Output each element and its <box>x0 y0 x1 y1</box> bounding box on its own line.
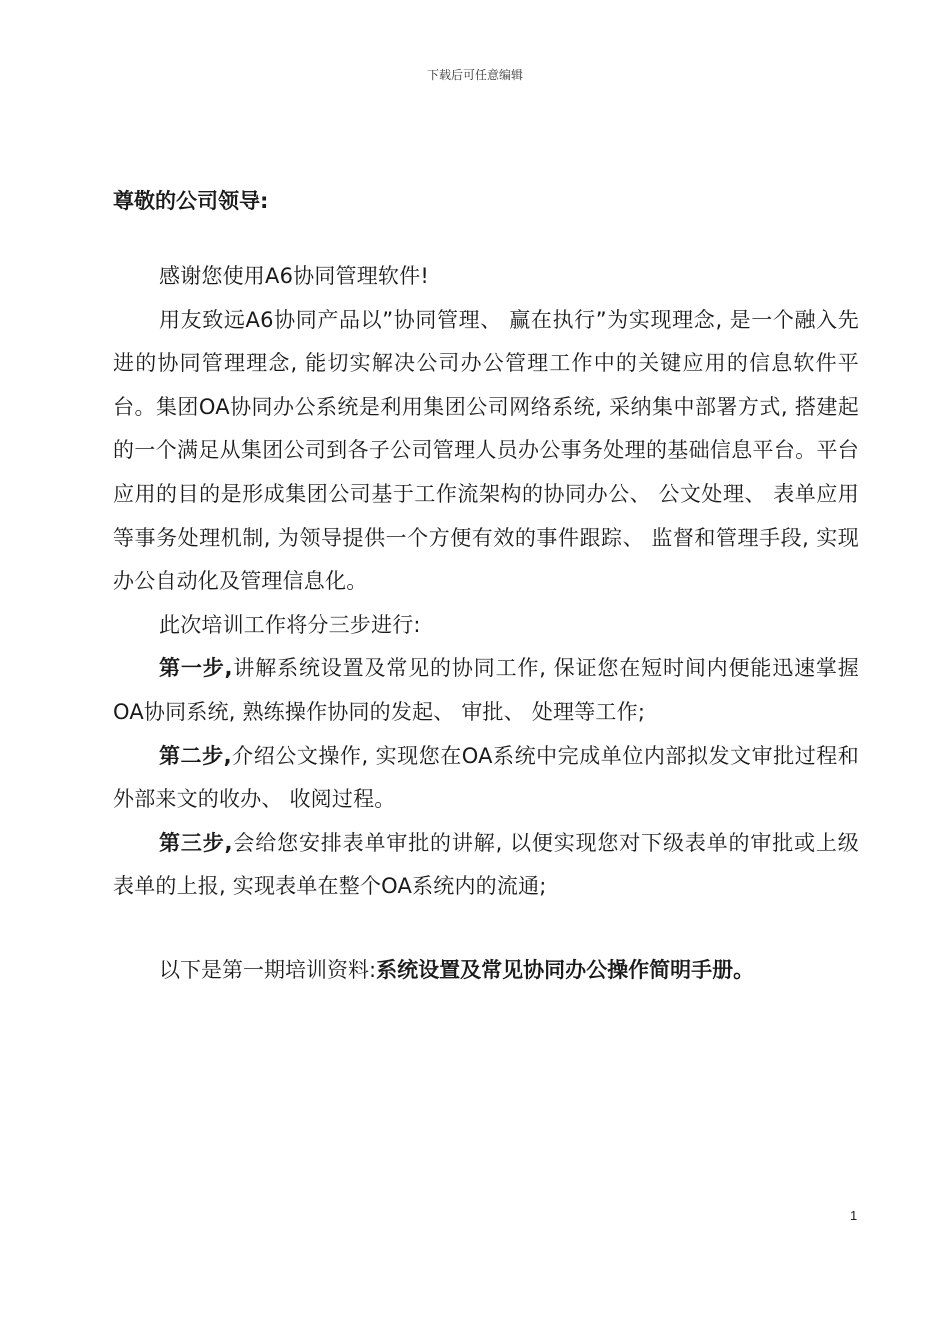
step-1-label: 第一步, <box>159 656 233 681</box>
step-2-label: 第二步, <box>159 743 232 768</box>
materials-line <box>159 955 754 985</box>
step-3-label: 第三步, <box>159 830 233 855</box>
page-number: 1 <box>850 1208 858 1223</box>
step-1-text: 讲解系统设置及常见的协同工作, 保证您在短时间内便能迅速掌握OA协同系统, 熟练操作协同的发起、 审批、 处理等工作; <box>113 656 859 724</box>
materials-prefix: 以下是第一期培训资料: <box>159 958 377 982</box>
letter-body <box>113 255 859 909</box>
step-3-paragraph <box>113 822 859 909</box>
step-2-text: 介绍公文操作, 实现您在OA系统中完成单位内部拟发文审批过程和外部来文的收办、 收阅过程。 <box>113 743 859 812</box>
thanks-paragraph: 感谢您使用A6协同管理软件! <box>159 264 429 288</box>
step-2-paragraph <box>113 735 859 822</box>
plan-intro-paragraph: 此次培训工作将分三步进行: <box>159 612 421 637</box>
materials-title: 系统设置及常见协同办公操作简明手册。 <box>376 958 755 982</box>
page-header: 下载后可任意编辑 <box>426 68 523 82</box>
intro-paragraph: 用友致远A6协同产品以”协同管理、 赢在执行”为实现理念, 是一个融入先进的协同管理理念, 能切实解决公司办公管理工作中的关键应用的信息软件平台。集团OA协同办公系统是利用集团公司网络系统, 采纳集中部署方式, 搭建起的一个满足从集团公司到各子公司管理人员办公事务处理的基础信息平台。平台应用的目的是形成集团公司基于工作流架构的协同办公、 公文处理、 表单应用等事务处理机制, 为领导提供一个方便有效的事件跟踪、 监督和管理手段, 实现办公自动化及管理信息化。 <box>113 307 859 594</box>
step-1-paragraph <box>113 647 859 734</box>
salutation: 尊敬的公司领导: <box>113 189 269 213</box>
step-3-text: 会给您安排表单审批的讲解, 以便实现您对下级表单的审批或上级表单的上报, 实现表单在整个OA系统内的流通; <box>113 830 859 899</box>
